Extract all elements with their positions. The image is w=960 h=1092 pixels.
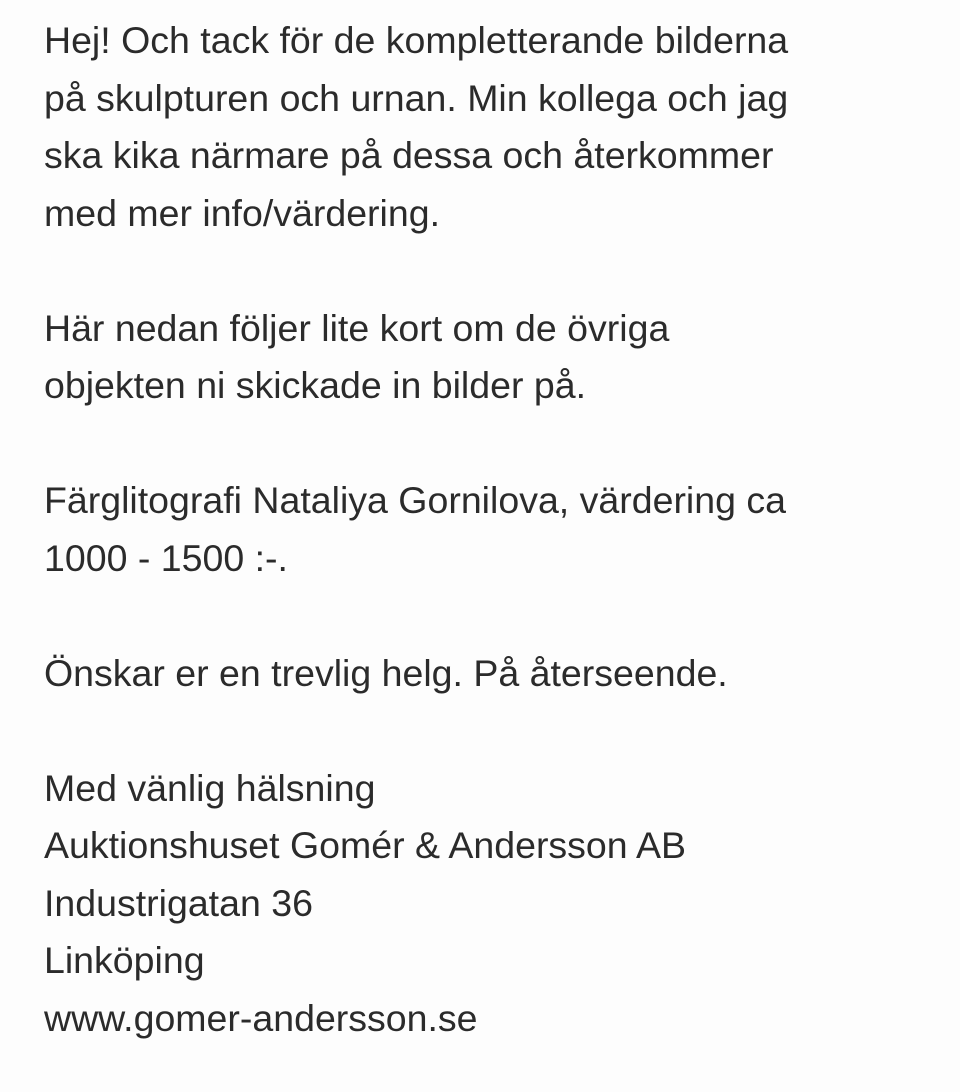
signature-company: Auktionshuset Gomér & Andersson AB [44,824,687,866]
text-line: ska kika närmare på dessa och återkommer [44,134,774,176]
intro-paragraph [44,300,944,415]
closing-text: Önskar er en trevlig helg. På återseende. [44,651,728,694]
signature-block [44,760,944,1048]
closing-paragraph [44,645,944,703]
signature-street: Industrigatan 36 [44,881,313,924]
text-line: på skulpturen och urnan. Min kollega och jag [44,76,789,119]
text-line: objekten ni skickade in bilder på. [44,364,586,406]
valuation-paragraph [44,472,944,587]
text-line: med mer info/värdering. [44,191,441,234]
signature-city: Linköping [44,939,205,981]
text-line: Hej! Och tack för de kompletterande bilderna [44,19,789,61]
text-line: Här nedan följer lite kort om de övriga [44,306,670,349]
text-line: Färglitografi Nataliya Gornilova, värdering ca [44,479,786,521]
signature-website-link[interactable]: www.gomer-andersson.se [44,996,478,1039]
email-message-body [44,12,944,1047]
greeting-paragraph [44,12,944,242]
text-line: 1000 - 1500 :-. [44,536,288,579]
signature-salutation: Med vänlig hälsning [44,766,376,809]
